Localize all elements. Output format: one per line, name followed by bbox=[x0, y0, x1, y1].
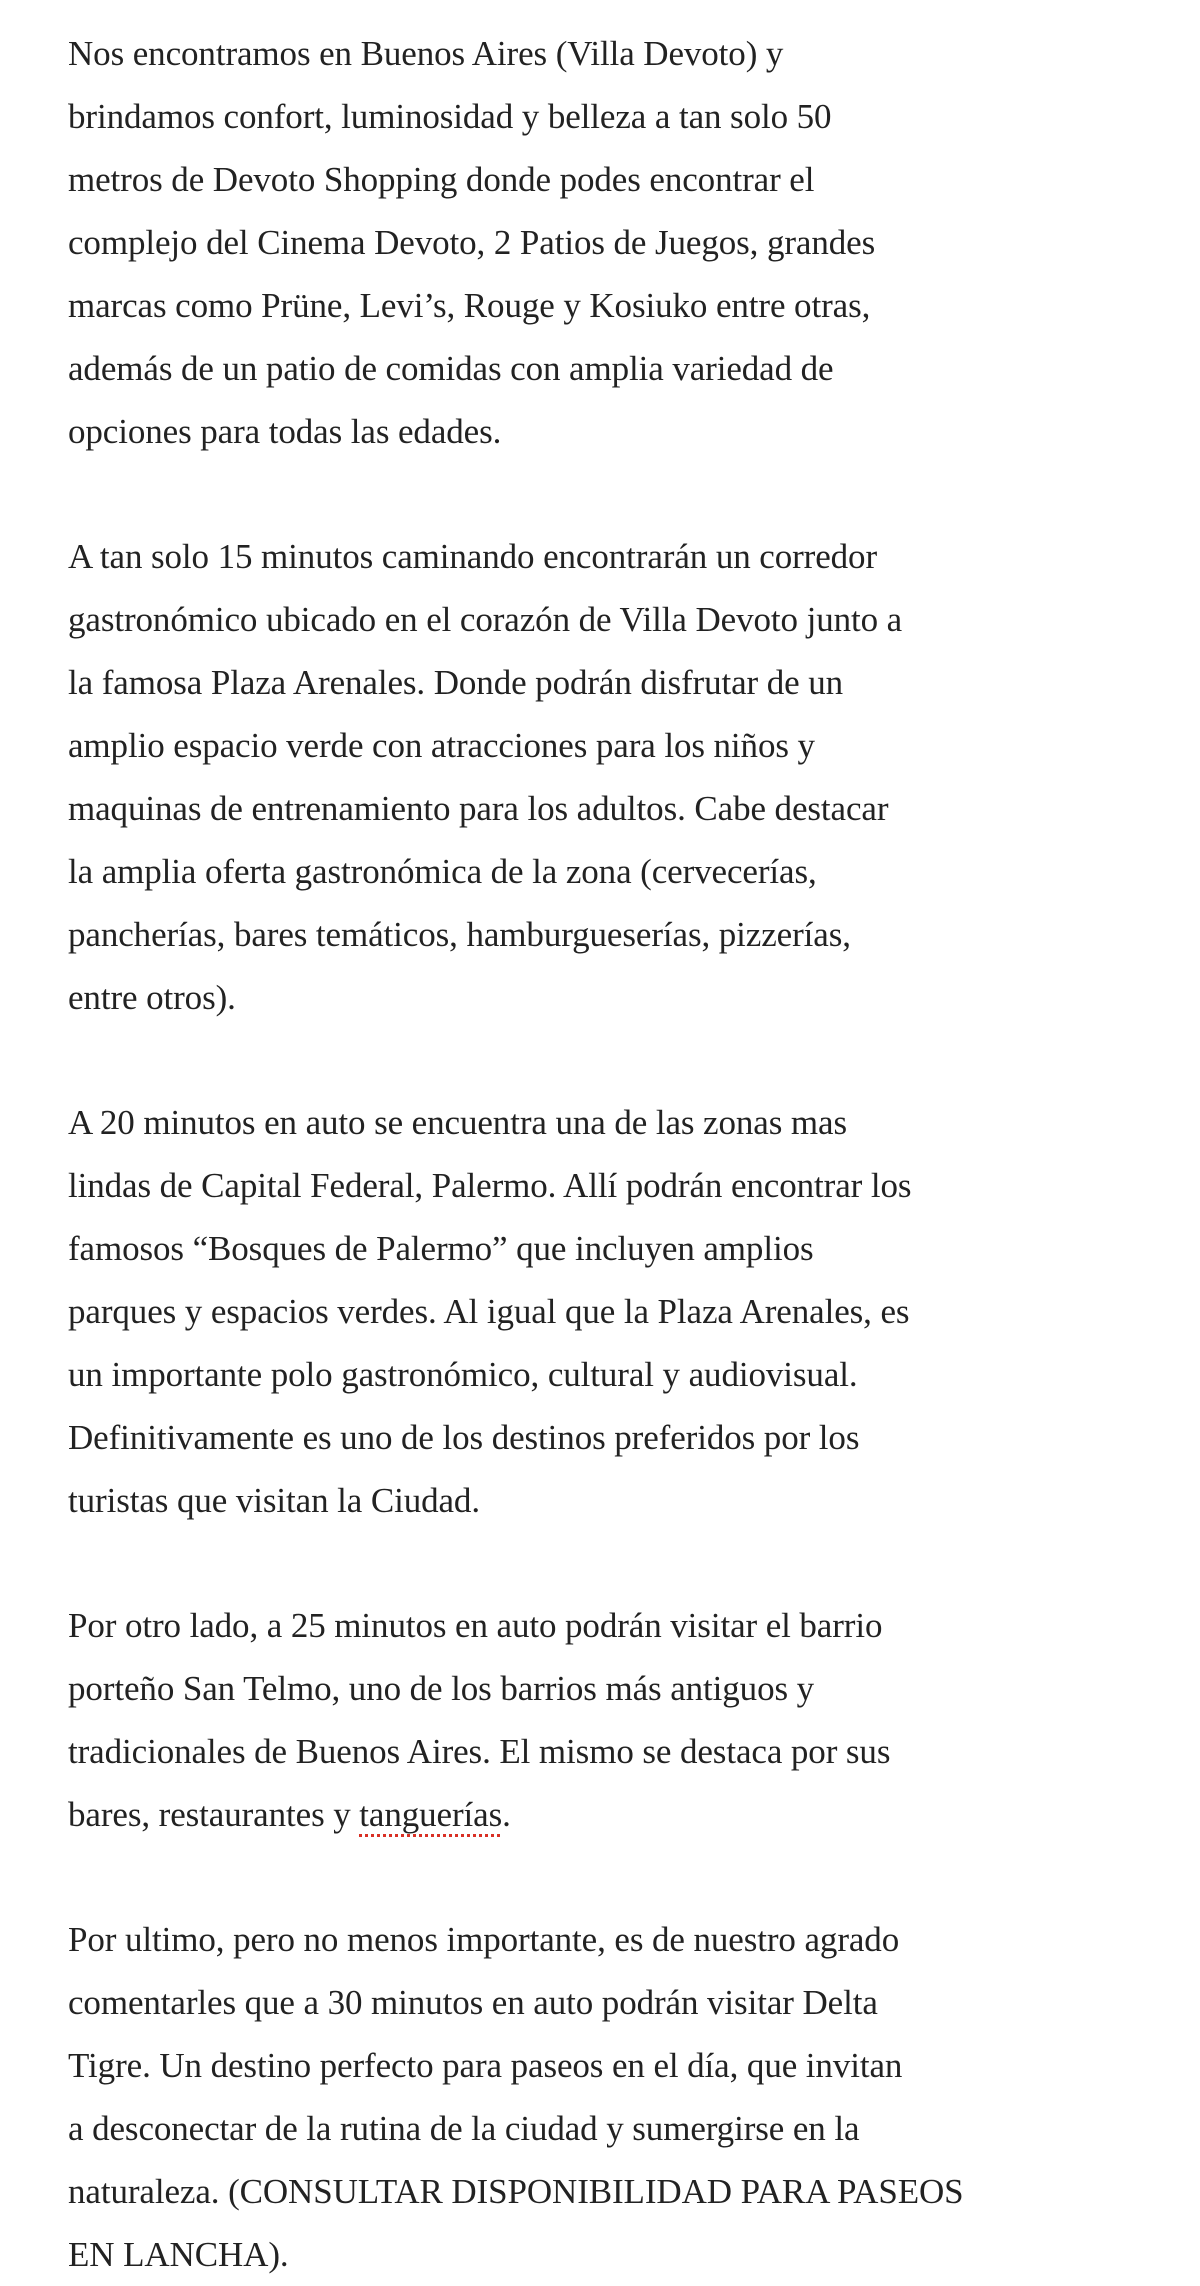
spellcheck-marked-word[interactable]: tanguerías bbox=[359, 1795, 503, 1834]
text-line: pancherías, bares temáticos, hamburgueserías, pizzerías, bbox=[68, 915, 851, 954]
text-line bbox=[68, 1783, 1168, 1846]
text-line: brindamos confort, luminosidad y belleza a tan solo 50 bbox=[68, 97, 832, 136]
text-line: entre otros). bbox=[68, 978, 236, 1017]
text-line: un importante polo gastronómico, cultural y audiovisual. bbox=[68, 1355, 858, 1394]
text-line: famosos “Bosques de Palermo” que incluyen amplios bbox=[68, 1229, 814, 1268]
text-line: a desconectar de la rutina de la ciudad y sumergirse en la bbox=[68, 2109, 860, 2148]
text-line: lindas de Capital Federal, Palermo. Allí podrán encontrar los bbox=[68, 1166, 912, 1205]
text-line: complejo del Cinema Devoto, 2 Patios de Juegos, grandes bbox=[68, 223, 876, 262]
paragraph-location bbox=[68, 22, 1168, 463]
text-line: porteño San Telmo, uno de los barrios más antiguos y bbox=[68, 1669, 815, 1708]
text-line: naturaleza. (CONSULTAR DISPONIBILIDAD PARA PASEOS bbox=[68, 2172, 964, 2211]
text-line: A tan solo 15 minutos caminando encontrarán un corredor bbox=[68, 537, 878, 576]
text-line: parques y espacios verdes. Al igual que la Plaza Arenales, es bbox=[68, 1292, 910, 1331]
paragraph-palermo bbox=[68, 1091, 1168, 1532]
text-line: además de un patio de comidas con amplia variedad de bbox=[68, 349, 834, 388]
text-line: amplio espacio verde con atracciones para los niños y bbox=[68, 726, 815, 765]
article-body bbox=[68, 22, 1168, 2286]
paragraph-san-telmo bbox=[68, 1594, 1168, 1846]
text-line: comentarles que a 30 minutos en auto podrán visitar Delta bbox=[68, 1983, 878, 2022]
text-line: Definitivamente es uno de los destinos preferidos por los bbox=[68, 1418, 860, 1457]
text-line: A 20 minutos en auto se encuentra una de las zonas mas bbox=[68, 1103, 847, 1142]
text-line: Tigre. Un destino perfecto para paseos en el día, que invitan bbox=[68, 2046, 903, 2085]
text-line: Nos encontramos en Buenos Aires (Villa Devoto) y bbox=[68, 34, 784, 73]
paragraph-villa-devoto bbox=[68, 525, 1168, 1029]
text-line: opciones para todas las edades. bbox=[68, 412, 502, 451]
text-line: Por ultimo, pero no menos importante, es de nuestro agrado bbox=[68, 1920, 900, 1959]
text-line: la famosa Plaza Arenales. Donde podrán disfrutar de un bbox=[68, 663, 844, 702]
text-line: tradicionales de Buenos Aires. El mismo se destaca por sus bbox=[68, 1732, 891, 1771]
text-line: la amplia oferta gastronómica de la zona (cervecerías, bbox=[68, 852, 817, 891]
text-line-suffix: . bbox=[502, 1795, 511, 1834]
text-line: EN LANCHA). bbox=[68, 2235, 289, 2274]
text-line: maquinas de entrenamiento para los adultos. Cabe destacar bbox=[68, 789, 889, 828]
paragraph-delta-tigre bbox=[68, 1908, 1168, 2286]
text-line-prefix: bares, restaurantes y bbox=[68, 1795, 360, 1834]
text-line: marcas como Prüne, Levi’s, Rouge y Kosiuko entre otras, bbox=[68, 286, 871, 325]
text-line: gastronómico ubicado en el corazón de Villa Devoto junto a bbox=[68, 600, 903, 639]
text-line: metros de Devoto Shopping donde podes encontrar el bbox=[68, 160, 815, 199]
text-line: Por otro lado, a 25 minutos en auto podrán visitar el barrio bbox=[68, 1606, 883, 1645]
text-line: turistas que visitan la Ciudad. bbox=[68, 1481, 480, 1520]
